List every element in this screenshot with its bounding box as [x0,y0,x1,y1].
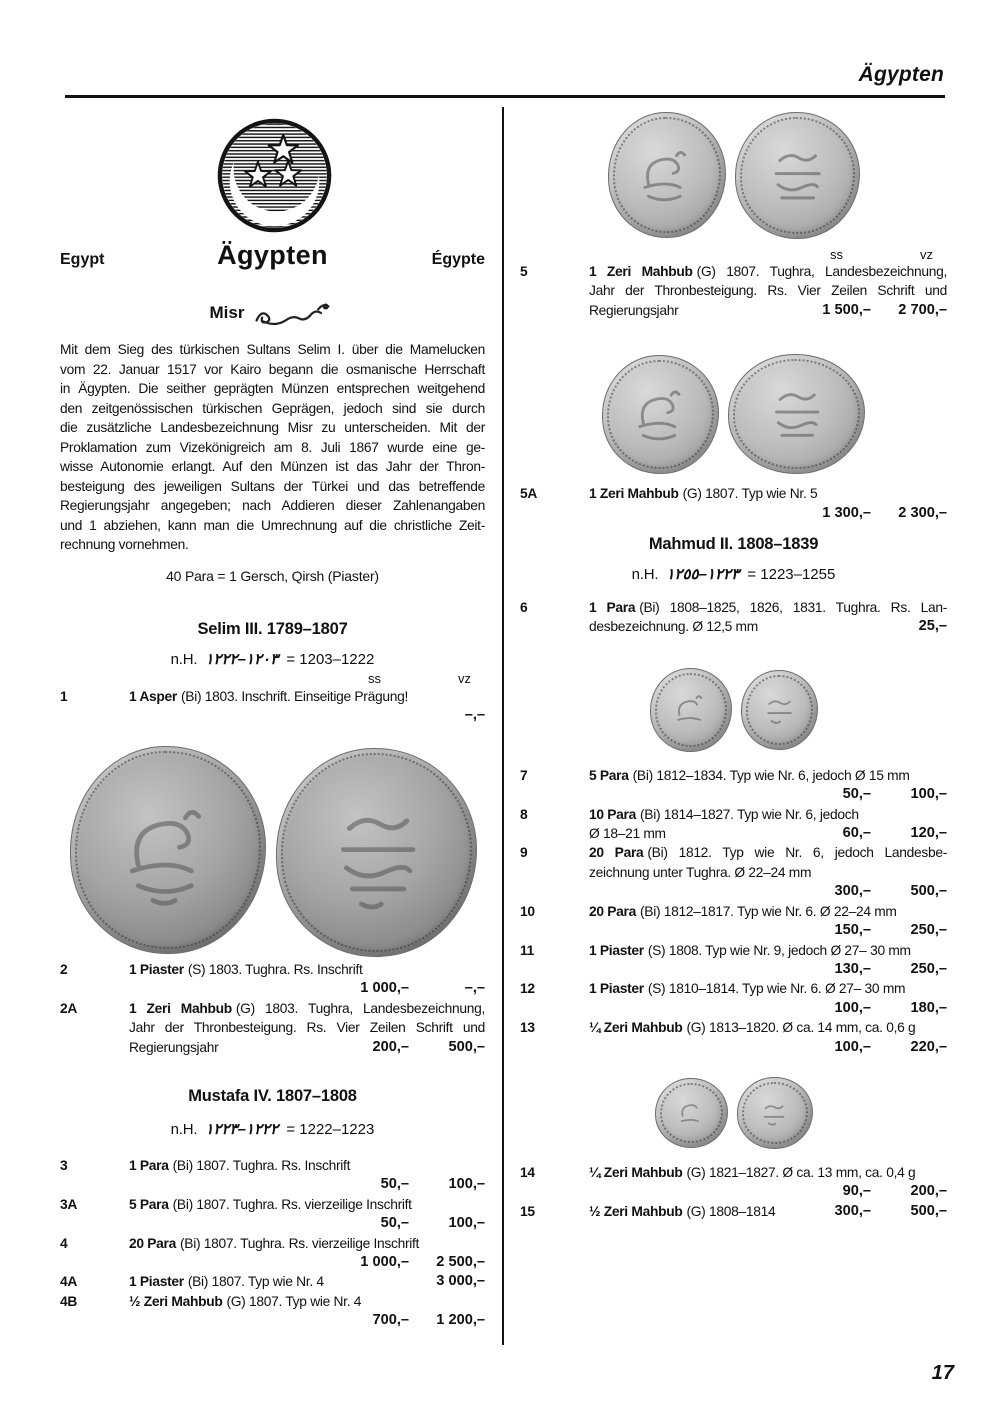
item-description: 1 Piaster (S) 1808. Typ wie Nr. 9, jedoch Ø 27– 30 mm [589,942,911,958]
currency-conversion-note: 40 Para = 1 Gersch, Qirsh (Piaster) [166,568,379,584]
item-price-row [60,1253,485,1272]
intro-paragraph: Mit dem Sieg des türkischen Sultans Selim I. über die Mamelucken vom 22. Januar 1517 vor Kairo begann die osmanische Herrschaft in Ägypten. Die seither geprägten Münzen entsprechen weitgehend den zeitgenössischen türkischen Geprägen, jedoch sind sie durch die zusätzliche Landesbezeichnung Misr zu unterscheiden. Mit der Proklamation zum Vizekönigreich am 8. Juli 1867 wurde eine ge- wisse Autonomie erlangt. Auf den Münzen ist das Jahr der Thron- besteigung des jeweiligen Sultans der Türkei und das betreffende Regierungsjahr angegeben; nach Addieren dieser Zahlenangaben und 1 abziehen, kann man die Umrechnung auf die christliche Zeit- rechnung vornehmen. [60,342,485,553]
price-ss: 50,– [842,786,871,803]
item-number: 1 [60,689,68,704]
item-number: 9 [520,845,528,861]
item-number: 4A [60,1274,78,1290]
item-price-row [520,785,947,804]
price-vz: 500,– [910,883,947,900]
item-price-row: desbezeichnung. Ø 12,5 mm 25,– [520,617,947,636]
catalog-item-10 [520,902,947,941]
coin-photo-obverse [655,1078,728,1148]
section-heading-mahmud: Mahmud II. 1808–1839 [648,535,819,554]
item-number: 6 [520,600,528,616]
price-ss: 1 500,– [822,301,871,318]
hijri-arabic-numerals: ١٢٢٣–١٢٥٥ [666,566,740,584]
item-price-row [60,979,485,998]
price-header-ss: ss [368,671,381,686]
item-description: ¼ Zeri Mahbub (G) 1813–1820. Ø ca. 14 mm, ca. 0,6 g [589,1020,916,1036]
coin-photo-piaster-reverse [276,748,477,957]
item-number: 11 [520,942,534,958]
price-vz: 180,– [910,999,947,1016]
item-number: 15 [520,1203,535,1219]
item-price-row [60,1311,485,1330]
item-price-row: Ø 18–21 mm 60,– 120,– [520,824,947,843]
catalog-item-7 [520,766,947,805]
price-ss: 200,– [372,1038,409,1055]
catalog-item-3A [60,1195,485,1234]
price-vz: 220,– [910,1038,947,1055]
item-description: 5 Para (Bi) 1807. Tughra. Rs. vierzeilige Inschrift [129,1196,412,1212]
coin-photo-obverse [608,112,726,238]
item-description: 20 Para (Bi) 1812. Typ wie Nr. 6, jedoch Landesbe- [589,845,948,861]
price-vz: 25,– [918,618,947,635]
item-number: 5A [520,486,538,502]
item-description: ½ Zeri Mahbub (G) 1807. Typ wie Nr. 4 [129,1293,362,1309]
item-description: 1 Piaster (S) 1810–1814. Typ wie Nr. 6. Ø 27– 30 mm [589,981,906,997]
item-description: ¼ Zeri Mahbub (G) 1821–1827. Ø ca. 13 mm, ca. 0,4 g [589,1164,916,1180]
item-description: 1 Para (Bi) 1807. Tughra. Rs. Inschrift [129,1158,351,1174]
item-description: 20 Para (Bi) 1807. Tughra. Rs. vierzeilige Inschrift [129,1235,420,1251]
item-description-cont: Jahr der Thronbesteigung. Rs. Vier Zeilen Schrift und [589,283,947,299]
price-ss: 1 300,– [822,504,871,521]
price-ss: 50,– [380,1215,409,1232]
item-price-row [60,706,485,725]
crescent-stars-emblem-icon [216,117,333,234]
price-vz: 250,– [910,960,947,977]
catalog-item-14 [520,1163,947,1202]
price-ss: 300,– [834,1202,871,1219]
item-description: 5 Para (Bi) 1812–1834. Typ wie Nr. 6, jedoch Ø 15 mm [589,767,910,783]
catalog-item-5 [520,262,947,320]
item-description: 1 Zeri Mahbub (G) 1807. Typ wie Nr. 5 [589,486,818,502]
catalog-item-12 [520,979,947,1018]
price-ss: 60,– [842,825,871,842]
catalog-item-6 [520,598,947,637]
price-vz: 1 200,– [436,1312,485,1329]
page-number: 17 [931,1362,954,1384]
misr-row [60,298,485,328]
price-header-vz: vz [458,671,471,686]
price-ss: 150,– [834,922,871,939]
catalog-item-4 [60,1234,485,1273]
item-price-row [520,504,947,523]
coin-pair-zeri-mahbub-1807 [520,110,947,240]
catalog-item-1 [60,687,485,726]
price-column-header [520,247,947,262]
price-vz: 100,– [448,1176,485,1193]
price-vz: –,– [464,980,485,997]
price-vz: 100,– [448,1215,485,1232]
catalog-item-2A [60,999,485,1057]
price-ss [314,706,409,725]
item-number: 10 [520,903,535,919]
item-description: 1 Zeri Mahbub (G) 1803. Tughra, Landesbezeichnung, [129,1000,485,1016]
item-number: 14 [520,1164,535,1180]
price-ss: 130,– [834,960,871,977]
item-number: 2 [60,962,68,977]
hijri-dates-mahmud: n.H. ١٢٢٣–١٢٥٥ = 1223–1255 [631,566,836,584]
price-column-header [60,671,485,686]
coin-pair-para-small [520,667,947,753]
hijri-dates-selim: n.H. ١٢٠٣–١٢٢٢ = 1203–1222 [170,651,375,668]
catalog-item-13 [520,1018,947,1057]
item-number: 4B [60,1293,78,1309]
item-price-row: Regierungsjahr 1 500,– 2 700,– [520,301,947,320]
column-divider [502,107,504,1345]
item-price-row [60,1214,485,1233]
section-heading-selim: Selim III. 1789–1807 [197,620,348,638]
price-ss: 100,– [834,1038,871,1055]
coin-photo-reverse [741,670,818,750]
catalog-item-3 [60,1156,485,1195]
catalog-item-15 [520,1202,947,1221]
country-names-row [60,240,485,271]
item-description-cont: zeichnung unter Tughra. Ø 22–24 mm [589,864,812,880]
hijri-dates-mustafa: n.H. ١٢٢٢–١٢٢٣ = 1222–1223 [170,1121,375,1139]
item-number: 4 [60,1235,68,1251]
coin-photo-obverse [650,668,732,752]
coin-photo-obverse [602,355,719,474]
left-column-items [60,960,485,1331]
price-vz: 250,– [910,922,947,939]
section-heading-mustafa: Mustafa IV. 1807–1808 [188,1087,357,1106]
price-ss: 1 000,– [360,980,409,997]
item-price-row [520,999,947,1018]
header-rule [65,95,945,98]
item-number: 3A [60,1196,78,1212]
catalog-item-4B [60,1292,485,1331]
price-vz: –,– [464,707,485,724]
item-number: 12 [520,981,535,997]
item-price-row [520,960,947,979]
price-ss: 90,– [842,1183,871,1200]
item-price-row [520,1182,947,1201]
price-vz: 2 300,– [898,504,947,521]
coin-photo-piaster-obverse [70,746,266,954]
page-header-title: Ägypten [858,63,944,86]
misr-arabic-calligraphy-icon [251,298,335,328]
price-header-ss: ss [830,247,843,262]
catalog-item-2 [60,960,485,999]
price-vz: 500,– [448,1038,485,1055]
item-description: 20 Para (Bi) 1812–1817. Typ wie Nr. 6. Ø 22–24 mm [589,903,897,919]
item-description: 1 Piaster (Bi) 1807. Typ wie Nr. 4 3 000,– [129,1272,485,1291]
price-ss: 1 000,– [360,1254,409,1271]
price-vz: 200,– [910,1183,947,1200]
coin-photo-reverse [737,1077,813,1149]
price-vz: 500,– [910,1202,947,1219]
item-description: ½ Zeri Mahbub (G) 1808–1814 300,– 500,– [589,1202,947,1221]
country-name-english: Egypt [60,251,105,268]
item-description-cont: Jahr der Thronbesteigung. Rs. Vier Zeilen Schrift und [129,1020,485,1036]
item-price-row [60,1175,485,1194]
price-header-vz: vz [920,247,933,262]
country-name-french: Égypte [431,251,485,268]
price-ss: 700,– [372,1312,409,1329]
item-price-row [520,921,947,940]
price-ss: 300,– [834,883,871,900]
coin-photo-reverse [735,112,860,239]
item-description: 1 Piaster (S) 1803. Tughra. Rs. Inschrift [129,962,363,977]
coin-pair-quarter-zeri-mahbub [520,1077,947,1149]
item-description: 10 Para (Bi) 1814–1827. Typ wie Nr. 6, jedoch [589,806,859,822]
item-number: 2A [60,1000,78,1016]
catalog-item-9 [520,843,947,901]
item-number: 5 [520,264,528,279]
item-description: 1 Asper (Bi) 1803. Inschrift. Einseitige Prägung! [129,689,408,704]
price-vz: 120,– [910,825,947,842]
item-number: 8 [520,806,528,822]
price-ss: 50,– [380,1176,409,1193]
coin-photo-reverse [728,354,865,474]
item-price-row [520,1038,947,1057]
catalog-item-11 [520,941,947,980]
catalog-item-8 [520,805,947,844]
coin-pair-zeri-mahbub-typ5 [520,354,947,474]
item-number: 7 [520,767,528,783]
catalog-item-4A [60,1272,485,1291]
misr-label: Misr [209,303,245,322]
catalog-item-5A [520,484,947,523]
country-name-german: Ägypten [217,240,328,270]
item-number: 13 [520,1020,535,1036]
price-vz: 100,– [910,786,947,803]
hijri-arabic-numerals: ١٢٠٣–١٢٢٢ [205,651,279,668]
item-price-row: Regierungsjahr 200,– 500,– [60,1038,485,1057]
item-description: 1 Para (Bi) 1808–1825, 1826, 1831. Tughra. Rs. Lan- [589,600,948,616]
item-description: 1 Zeri Mahbub (G) 1807. Tughra, Landesbezeichnung, [589,264,948,279]
hijri-arabic-numerals: ١٢٢٢–١٢٢٣ [205,1121,279,1139]
price-vz: 2 700,– [898,301,947,318]
price-vz: 3 000,– [436,1273,485,1290]
right-column-items [520,110,947,1221]
item-number: 3 [60,1158,68,1174]
price-ss: 100,– [834,999,871,1016]
price-vz: 2 500,– [436,1254,485,1271]
item-price-row [520,882,947,901]
